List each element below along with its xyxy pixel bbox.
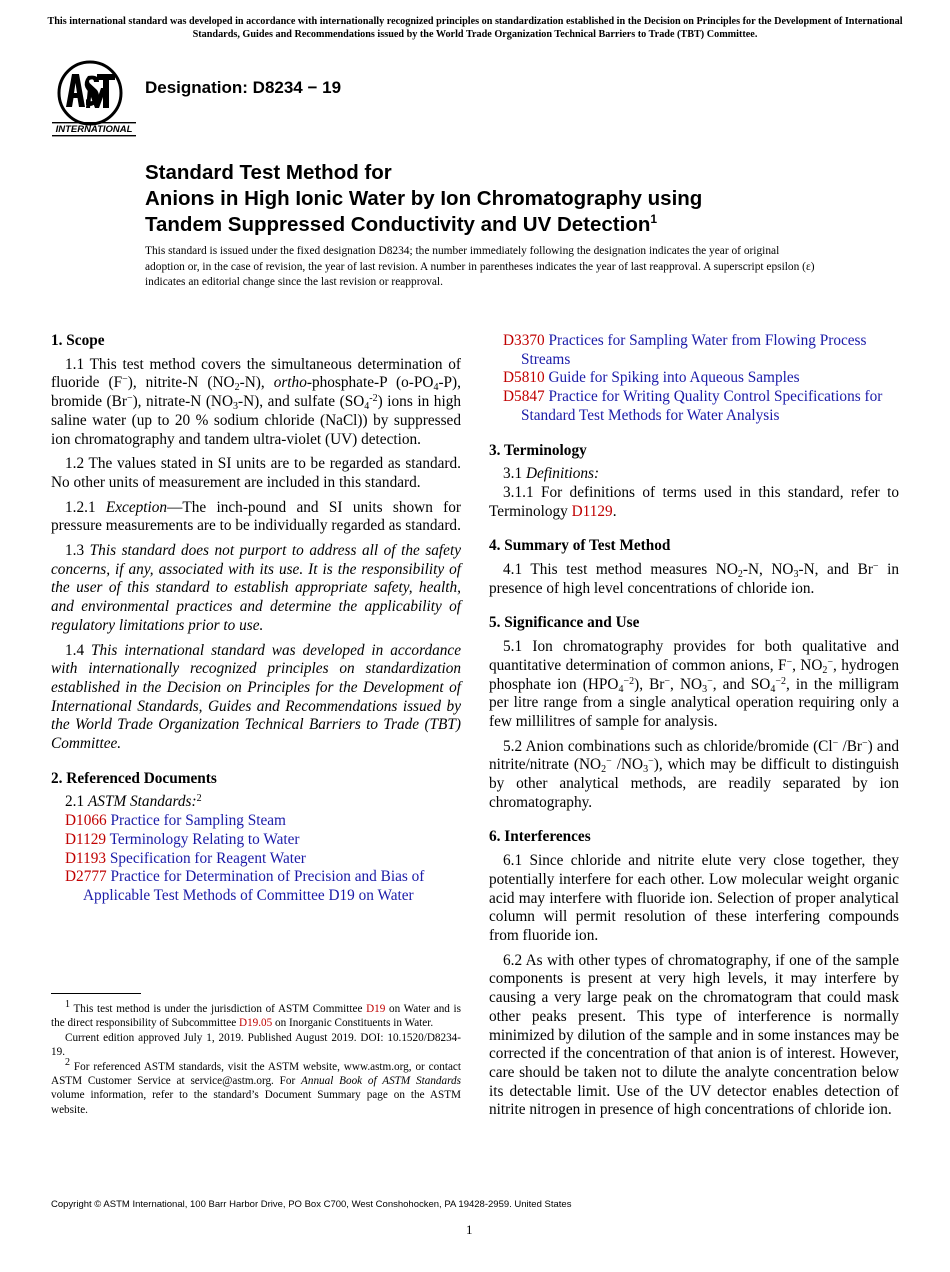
paragraph-5-2: 5.2 Anion combinations such as chloride/bromide (Cl− /Br−) and nitrite/nitrate ($NO_2^-$ $/NO_3^-$), which may be difficult to distinguish by other analytical methods, are readily separated by ion chromatography.	[489, 737, 899, 811]
footnote-rule	[51, 993, 141, 994]
paragraph-2-1: 2.1 ASTM Standards:$^2$	[65, 793, 202, 811]
right-column	[489, 332, 899, 1126]
section-heading-summary: 4. Summary of Test Method	[489, 537, 671, 555]
title-footnote-mark: 1	[650, 212, 658, 226]
section-heading-terminology: 3. Terminology	[489, 441, 587, 459]
page-number: 1	[466, 1222, 473, 1237]
footnote-link-d19-05[interactable]: D19.05	[238, 1017, 273, 1030]
footnotes	[51, 999, 461, 1117]
paragraph-6-1: 6.1 Since chloride and nitrite elute very close together, they potentially interfere for each other. Low molecular weight organic acid may interfere with fluoride ion. Selection of proper analytical column will permit resolution of these interfering compounds from fluoride ion.	[489, 852, 899, 944]
footnote-1: $^1$ This test method is under the jurisdiction of ASTM Committee D19 on Water and is the direct responsibility of Subcommittee D19.05 on Inorganic Constituents in Water.	[51, 999, 461, 1030]
reference-item-d1129[interactable]: D1129 Terminology Relating to Water	[65, 830, 300, 848]
logo-text: INTERNATIONAL	[55, 124, 133, 135]
reference-item-d5847[interactable]: D5847 Practice for Writing Quality Control Specifications for Standard Test Methods for Water Analysis	[503, 388, 883, 424]
terminology-link-d1129[interactable]: D1129	[571, 502, 613, 520]
paragraph-1-1: 1.1 This test method covers the simultaneous determination of fluoride (F−), nitrite-N $(NO_2-N)$, ortho-phosphate-P $(o-PO_4-P)$, bromide (Br−), nitrate-N $(NO_3-N)$, and sulfate $(SO_4^{-2})$ ions in high saline water (up to 20 % sodium chloride (NaCl)) by suppressed ion chromatography and tandem ultra-violet (UV) detection.	[51, 355, 461, 448]
paragraph-4-1: 4.1 This test method measures $NO_2-N$, $NO_3-N$, and Br− in presence of high level concentrations of chloride ion.	[489, 561, 900, 597]
reference-item-d5810[interactable]: D5810 Guide for Spiking into Aqueous Samples	[503, 369, 800, 387]
title-line-3: Tandem Suppressed Conductivity and UV Detection$^1$	[145, 212, 658, 236]
paragraph-1-4: 1.4 This international standard was developed in accordance with internationally recognized principles on standardization established in the Decision on Principles for the Development of International Standards, Guides and Recommendations issued by the World Trade Organization Technical Barriers to Trade (TBT) Committee.	[51, 641, 461, 753]
astm-logo	[52, 60, 136, 138]
paragraph-6-2: 6.2 As with other types of chromatography, if one of the sample components is present at very high levels, it may interfere by causing a very large peak on the chromatogram that could mask other peaks present. This type of interference is normally minimized by dilution of the sample and in some instances may be corrected if the concentration of that anion is of interest. However, care should be taken not to dilute the analyte concentration below its detectable limit. Use of the UV detector enables detection of nitrite nitrogen in presence of high concentrations of chloride ion.	[489, 951, 899, 1119]
footnote-2: $^2$ For referenced ASTM standards, visit the ASTM website, www.astm.org, or contact ASTM Customer Service at service@astm.org. For Annual Book of ASTM Standards volume information, refer to the standard’s Document Summary page on the ASTM website.	[51, 1056, 461, 1116]
reference-item-d1193[interactable]: D1193 Specification for Reagent Water	[65, 849, 306, 867]
paragraph-5-1: 5.1 Ion chromatography provides for both qualitative and quantitative determination of common anions, F−, $NO_2^-$, hydrogen phosphate ion $(HPO_4^{-2})$, Br−, $NO_3^-$, and $SO_4^{-2}$, in the milligram per litre range from a single analytical operation requiring only a few millilitres of sample for analysis.	[489, 638, 900, 730]
issue-note: This standard is issued under the fixed designation D8234; the number immediately following the designation indicates the year of original adoption or, in the case of revision, the year of last revision. A number in parentheses indicates the year of last reapproval. A superscript epsilon (ε) indicates an editorial change since the last revision or reapproval.	[145, 245, 815, 288]
copyright-footer: Copyright © ASTM International, 100 Barr Harbor Drive, PO Box C700, West Conshohocken, PA 19428-2959. United States	[51, 1199, 572, 1210]
reference-item-d1066[interactable]: D1066 Practice for Sampling Steam	[65, 812, 286, 830]
section-heading-interferences: 6. Interferences	[489, 828, 591, 846]
designation: Designation: D8234 − 19	[145, 78, 342, 97]
title-line-2: Anions in High Ionic Water by Ion Chromatography using	[145, 187, 703, 210]
reference-item-d3370[interactable]: D3370 Practices for Sampling Water from Flowing Process Streams	[503, 332, 867, 368]
section-heading-significance: 5. Significance and Use	[489, 614, 640, 632]
paragraph-1-2: 1.2 The values stated in SI units are to be regarded as standard. No other units of measurement are included in this standard.	[51, 455, 461, 491]
footnote-link-d19[interactable]: D19	[366, 1003, 386, 1015]
paragraph-1-2-1: 1.2.1 Exception—The inch-pound and SI units shown for pressure measurements are to be individually regarded as standard.	[51, 498, 461, 535]
paragraph-3-1: 3.1 Definitions:	[503, 465, 600, 483]
paragraph-3-1-1: 3.1.1 For definitions of terms used in this standard, refer to Terminology D1129.	[489, 483, 899, 520]
section-heading-scope: 1. Scope	[51, 332, 105, 349]
document-title	[145, 160, 865, 238]
title-line-1: Standard Test Method for	[145, 161, 392, 184]
footnote-edition: Current edition approved July 1, 2019. Published August 2019. DOI: 10.1520/D8234-19.	[51, 1031, 461, 1059]
top-notice: This international standard was developed in accordance with internationally recognized principles on standardization established in the Decision on Principles for the Development of International Standards, Guides and Recommendations issued by the World Trade Organization Technical Barriers to Trade (TBT) Committee.	[47, 16, 903, 40]
left-column	[51, 332, 461, 906]
section-heading-referenced-documents: 2. Referenced Documents	[51, 769, 217, 787]
paragraph-1-3: 1.3 This standard does not purport to address all of the safety concerns, if any, associated with its use. It is the responsibility of the user of this standard to establish appropriate safety, health, and environmental practices and determine the applicability of regulatory limitations prior to use.	[51, 542, 461, 634]
reference-item-d2777[interactable]: D2777 Practice for Determination of Precision and Bias of Applicable Test Methods of Committee D19 on Water	[65, 868, 425, 904]
